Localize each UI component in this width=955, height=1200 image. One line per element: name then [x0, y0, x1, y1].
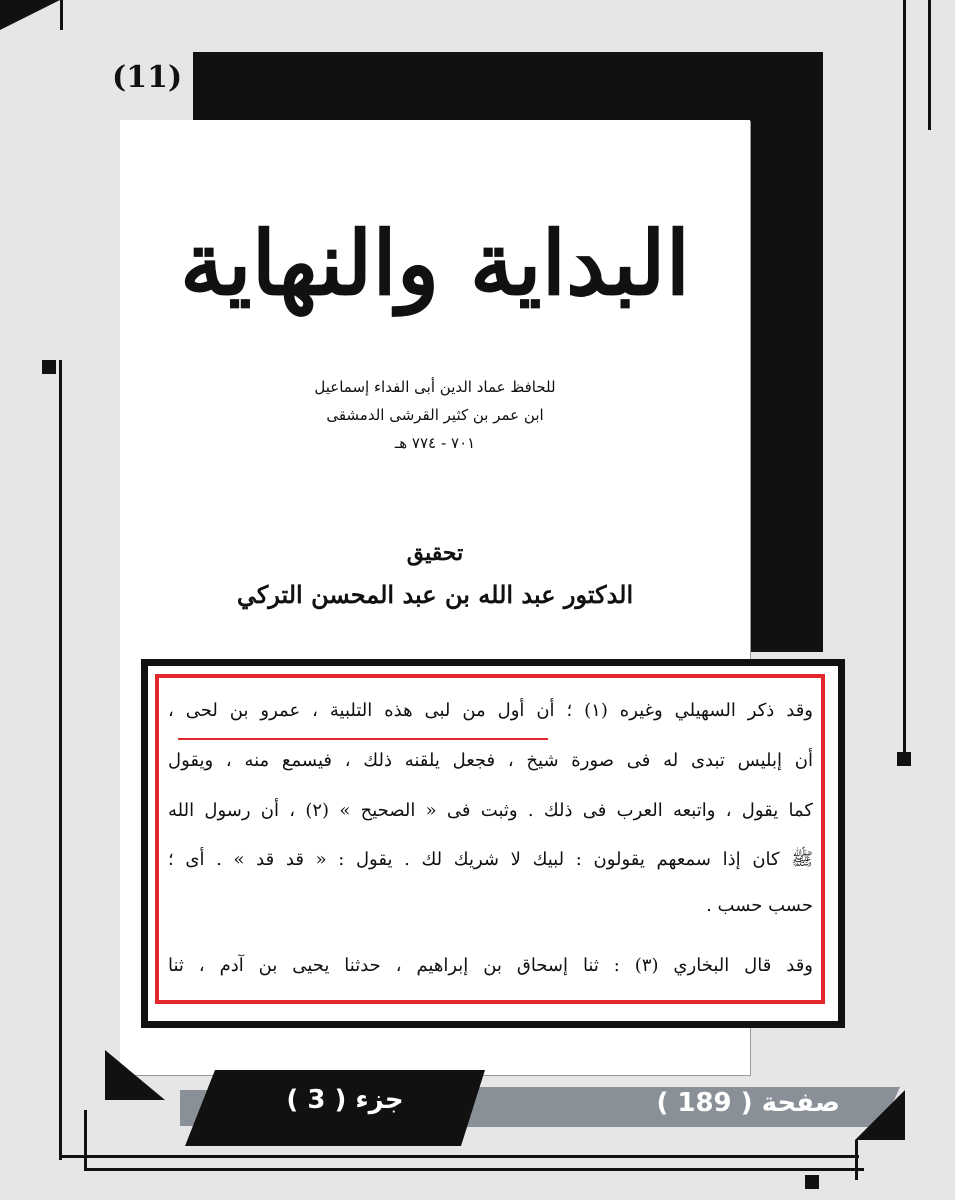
- frame-square-left: [42, 360, 56, 374]
- frame-square: [897, 752, 911, 766]
- editor-name: الدكتور عبد الله بن عبد المحسن التركي: [236, 580, 634, 609]
- frame-line-bottom: [59, 1155, 859, 1158]
- excerpt-line: كما يقول ، واتبعه العرب فى ذلك . وثبت فى « الصحيح » (٢) ، أن رسول الله: [168, 800, 814, 821]
- frame-line-bl: [84, 1110, 87, 1170]
- part-number-label: جزء ( 3 ): [286, 1085, 404, 1115]
- image-number-badge: (11): [112, 60, 183, 95]
- frame-square-bottom: [805, 1175, 819, 1189]
- frame-line: [60, 0, 63, 30]
- frame-line-left: [59, 360, 62, 1160]
- page-number-label: صفحة ( 189 ): [656, 1088, 840, 1118]
- excerpt-line: أن إبليس تبدى له فى صورة شيخ ، فجعل يلقنه ذلك ، فيسمع منه ، ويقول: [168, 750, 813, 771]
- author-years: ٧٠١ - ٧٧٤ هـ: [394, 434, 476, 452]
- excerpt-line: حسب حسب .: [706, 895, 813, 916]
- author-line-1: للحافظ عماد الدين أبى الفداء إسماعيل: [314, 378, 556, 396]
- frame-line-right-2: [928, 0, 931, 130]
- tahqiq-label: تحقيق: [406, 540, 464, 566]
- excerpt-line: وقد قال البخاري (٣) : ثنا إسحاق بن إبراهيم ، حدثنا يحيى بن آدم ، ثنا: [168, 955, 813, 976]
- corner-triangle-top-left: [0, 0, 60, 30]
- excerpt-line: وقد ذكر السهيلي وغيره (١) ؛ أن أول من لبى هذه التلبية ، عمرو بن لحى ،: [168, 700, 813, 721]
- excerpt-line: ﷺ كان إذا سمعهم يقولون : لبيك لا شريك لك . يقول : « قد قد » . أى ؛: [168, 849, 813, 870]
- frame-line-bottom-right: [855, 1140, 858, 1180]
- author-line-2: ابن عمر بن كثير القرشى الدمشقى: [326, 406, 544, 424]
- frame-line-right: [903, 0, 906, 760]
- frame-line-bottom-2: [84, 1168, 864, 1171]
- highlight-underline: [178, 738, 548, 740]
- book-title: البداية والنهاية: [179, 211, 691, 315]
